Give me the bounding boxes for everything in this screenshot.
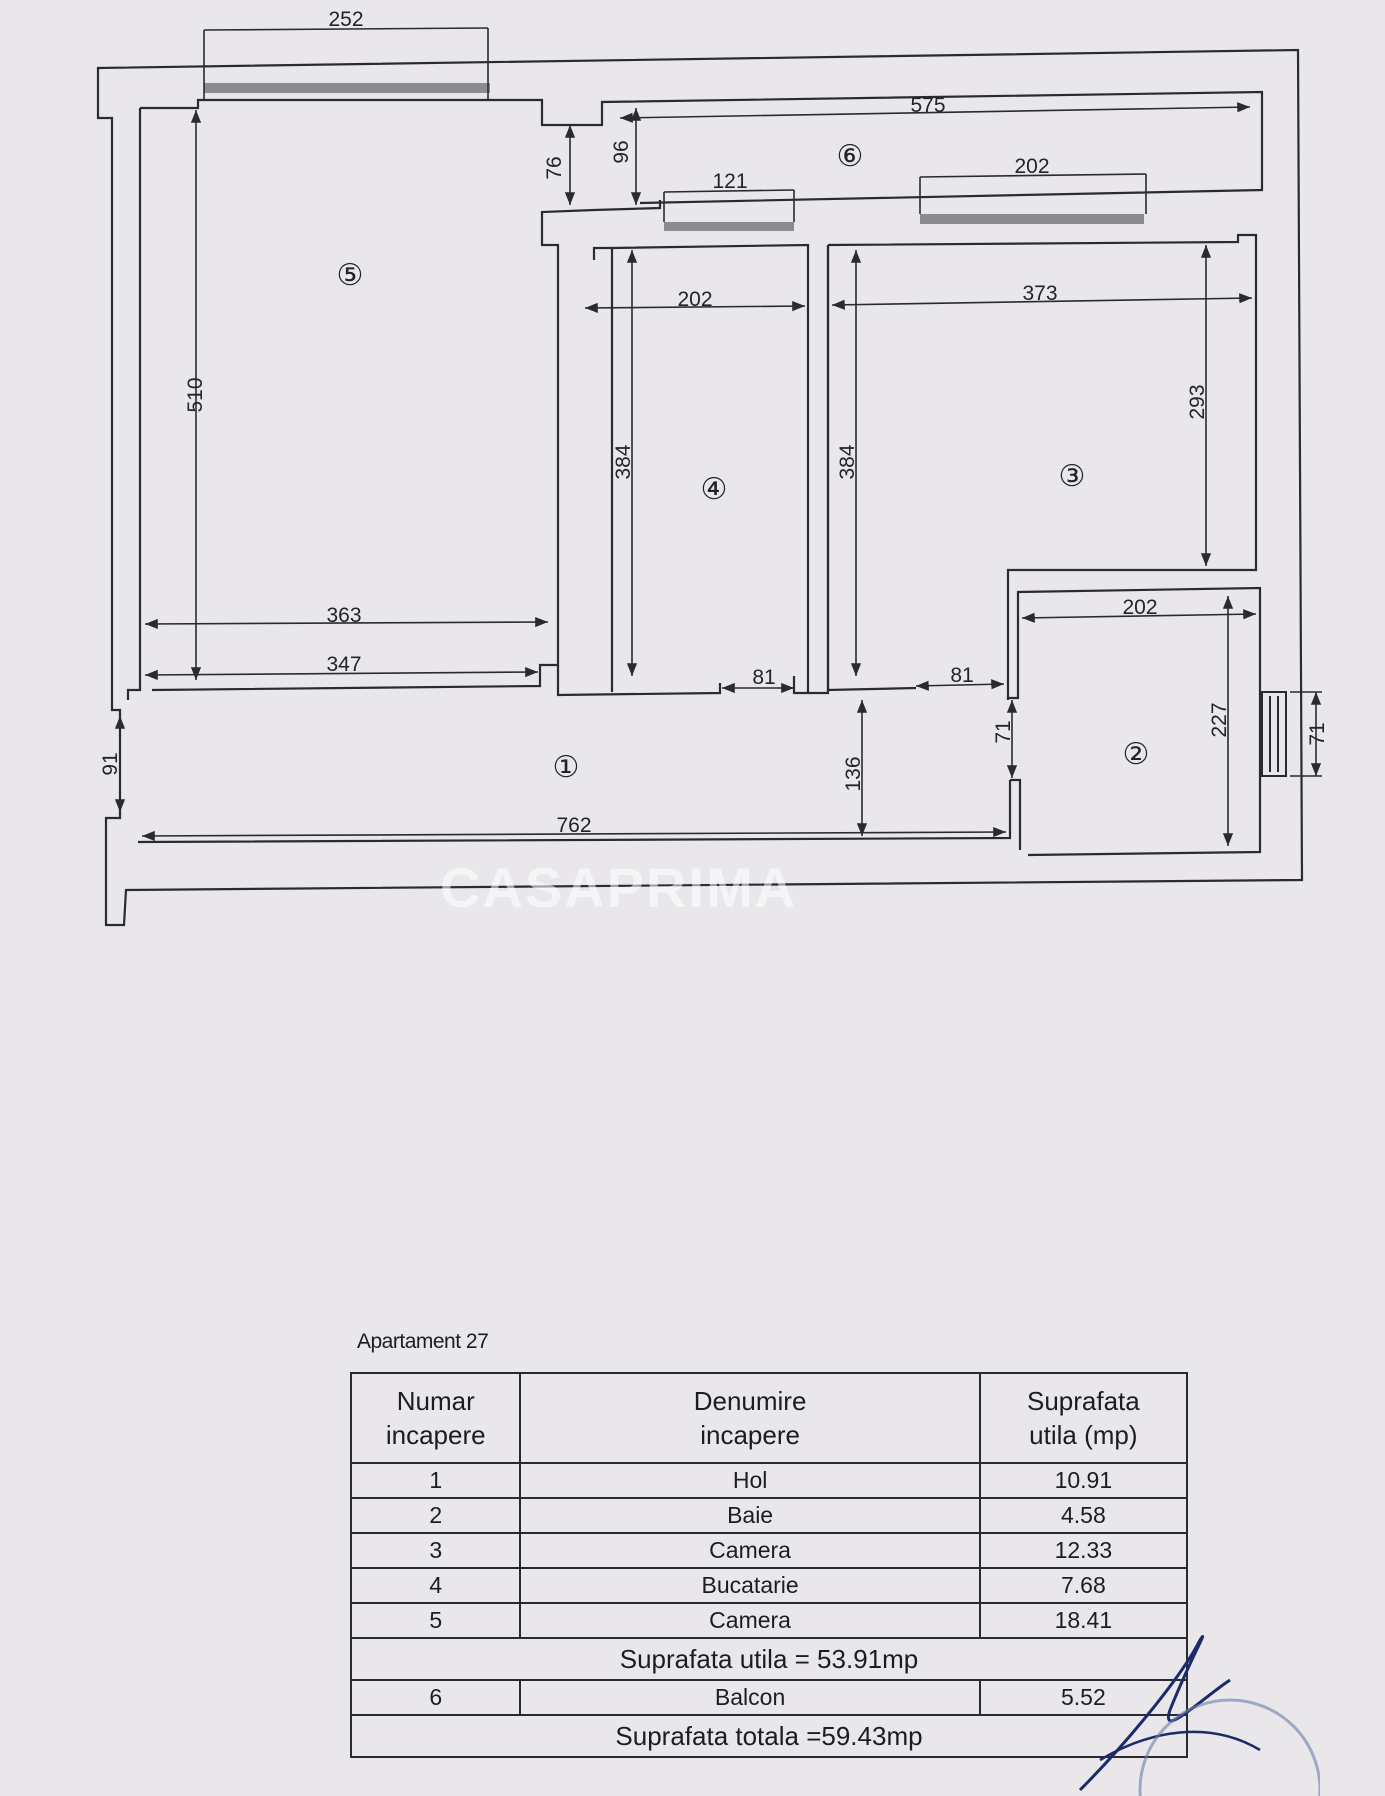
header-room-area: Suprafata utila (mp) [980, 1373, 1187, 1463]
room-marker-2: ② [1122, 738, 1150, 771]
table-row [351, 1498, 1187, 1533]
room-marker-5: ⑤ [336, 259, 364, 292]
dim-label: 252 [328, 8, 364, 31]
dim-label: 96 [610, 140, 633, 164]
room-area: 5.52 [980, 1680, 1187, 1715]
dim-label: 121 [712, 170, 748, 193]
room-area: 18.41 [980, 1603, 1187, 1638]
room-marker-1: ① [552, 751, 580, 784]
dim-label: 202 [1122, 596, 1158, 619]
room-name: Camera [520, 1533, 979, 1568]
header-room-name: Denumire incapere [520, 1373, 979, 1463]
table-row [351, 1463, 1187, 1498]
dim-label: 81 [752, 666, 776, 689]
dim-label: 575 [910, 94, 946, 117]
dim-label: 510 [184, 377, 207, 413]
window-kitchen [664, 222, 794, 231]
room-name: Hol [520, 1463, 979, 1498]
dim-label: 347 [326, 653, 362, 676]
dim-label: 384 [612, 444, 635, 480]
dim-label: 71 [1306, 722, 1329, 746]
table-row [351, 1568, 1187, 1603]
room-number: 6 [351, 1680, 520, 1715]
window-room5 [204, 83, 490, 93]
room-name: Camera [520, 1603, 979, 1638]
room-number: 1 [351, 1463, 520, 1498]
dim-label: 81 [950, 664, 974, 687]
dim-label: 202 [1014, 155, 1050, 178]
dim-label: 762 [556, 814, 592, 837]
header-room-number: Numar incapere [351, 1373, 520, 1463]
room-name: Balcon [520, 1680, 979, 1715]
dim-label: 71 [992, 720, 1015, 744]
dim-label: 363 [326, 604, 362, 627]
dimension-labels [99, 8, 1329, 837]
table-header-row [351, 1373, 1187, 1463]
room-marker-3: ③ [1058, 460, 1086, 493]
window-room3 [920, 214, 1144, 224]
room-number: 2 [351, 1498, 520, 1533]
dim-label: 202 [677, 288, 713, 311]
dim-label: 373 [1022, 282, 1058, 305]
apartment-caption: Apartament 27 [357, 1330, 489, 1353]
dim-label: 384 [836, 444, 859, 480]
signature-stamp [1060, 1620, 1320, 1796]
room-area: 7.68 [980, 1568, 1187, 1603]
total-area: Suprafata totala =59.43mp [351, 1715, 1187, 1757]
dim-label: 76 [543, 156, 566, 180]
watermark: CASAPRIMA [440, 856, 798, 919]
room-marker-4: ④ [700, 473, 728, 506]
dim-label: 293 [1186, 384, 1209, 420]
room-number: 3 [351, 1533, 520, 1568]
room-name: Baie [520, 1498, 979, 1533]
room-number: 5 [351, 1603, 520, 1638]
dimension-lines [120, 28, 1322, 846]
window-bath [1262, 692, 1286, 776]
room-area: 10.91 [980, 1463, 1187, 1498]
room-area: 12.33 [980, 1533, 1187, 1568]
dim-label: 136 [842, 756, 865, 792]
table-row [351, 1533, 1187, 1568]
room-marker-6: ⑥ [836, 140, 864, 173]
room-name: Bucatarie [520, 1568, 979, 1603]
room-area: 4.58 [980, 1498, 1187, 1533]
usable-area-total: Suprafata utila = 53.91mp [351, 1638, 1187, 1680]
room-number: 4 [351, 1568, 520, 1603]
dim-label: 91 [99, 752, 122, 776]
dim-label: 227 [1208, 702, 1231, 738]
